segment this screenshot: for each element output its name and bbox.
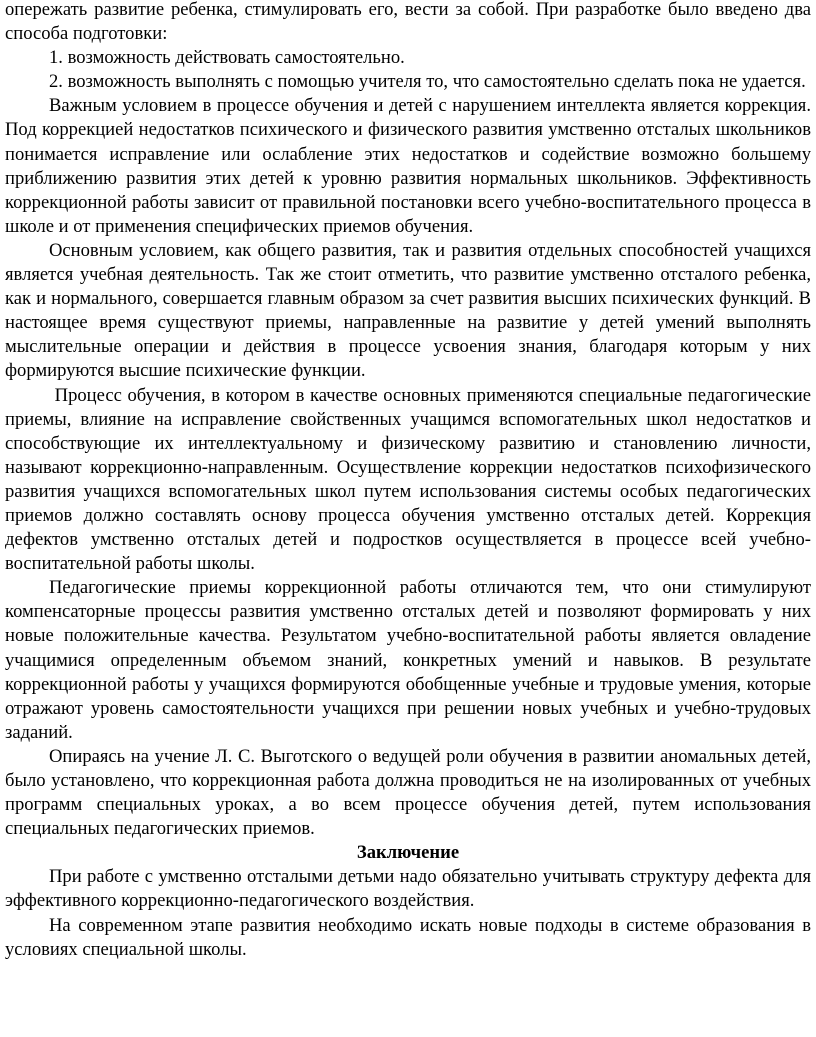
paragraph-continuation: опережать развитие ребенка, стимулировать его, вести за собой. При разработке было введено два способа подготовки:	[5, 0, 811, 45]
paragraph-learning-activity: Основным условием, как общего развития, так и развития отдельных способностей учащихся является учебная деятельность. Так же стоит отметить, что развитие умственно отсталого ребенка, как и нормального, совершается главным образом за счет развития высших психических функций. В настоящее время существуют приемы, направленные на развитие у детей умений выполнять мыслительные операции и действия в процессе усвоения знания, благодаря которым у них формируются высшие психические функции.	[5, 239, 811, 382]
paragraph-vygotsky: Опираясь на учение Л. С. Выготского о ведущей роли обучения в развитии аномальных детей, было установлено, что коррекционная работа должна проводиться не на изолированных от учебных программ специальных уроках, а во всем процессе обучения детей, путем использования специальных педагогических приемов.	[5, 745, 811, 840]
section-heading-conclusion: Заключение	[356, 842, 460, 864]
list-item-2: 2. возможность выполнять с помощью учителя то, что самостоятельно сделать пока не удается.	[49, 71, 806, 93]
paragraph-conclusion-1: При работе с умственно отсталыми детьми надо обязательно учитывать структуру дефекта для эффективного коррекционно-педагогического воздействия.	[5, 866, 811, 912]
paragraph-learning-process: Процесс обучения, в котором в качестве основных применяются специальные педагогические приемы, влияние на исправление свойственных учащимся вспомогательных школ недостатков и способствующие их интеллектуальному и физическому развитию и становлению личности, называют коррекционно-направленным. Осуществление коррекции недостатков психофизического развития учащихся вспомогательных школ путем использования системы особых педагогических приемов должно составлять основу процесса обучения умственно отсталых детей. Коррекция дефектов умственно отсталых детей и подростков осуществляется в процессе всей учебно-воспитательной работы школы.	[5, 384, 816, 575]
paragraph-pedagogical-methods: Педагогические приемы коррекционной работы отличаются тем, что они стимулируют компенсаторные процессы развития умственно отсталых детей и позволяют формировать у них новые положительные качества. Результатом учебно-воспитательной работы является овладение учащимися определенным объемом знаний, конкретных умений и навыков. В результате коррекционной работы у учащихся формируются обобщенные учебные и трудовые умения, которые отражают уровень самостоятельности учащихся при решении новых учебных и учебно-трудовых заданий.	[5, 577, 811, 743]
paragraph-correction: Важным условием в процессе обучения и детей с нарушением интеллекта является коррекция. Под коррекцией недостатков психического и физического развития умственно отсталых школьников понимается исправление или ослабление этих недостатков и содействие возможно большему приближению развития этих детей к уровню развития нормальных школьников. Эффективность коррекционной работы зависит от правильной постановки всего учебно-воспитательного процесса в школе и от применения специфических приемов обучения.	[5, 95, 811, 237]
list-item-1: 1. возможность действовать самостоятельно.	[49, 47, 405, 69]
paragraph-conclusion-2: На современном этапе развития необходимо искать новые подходы в системе образования в условиях специальной школы.	[5, 914, 811, 960]
